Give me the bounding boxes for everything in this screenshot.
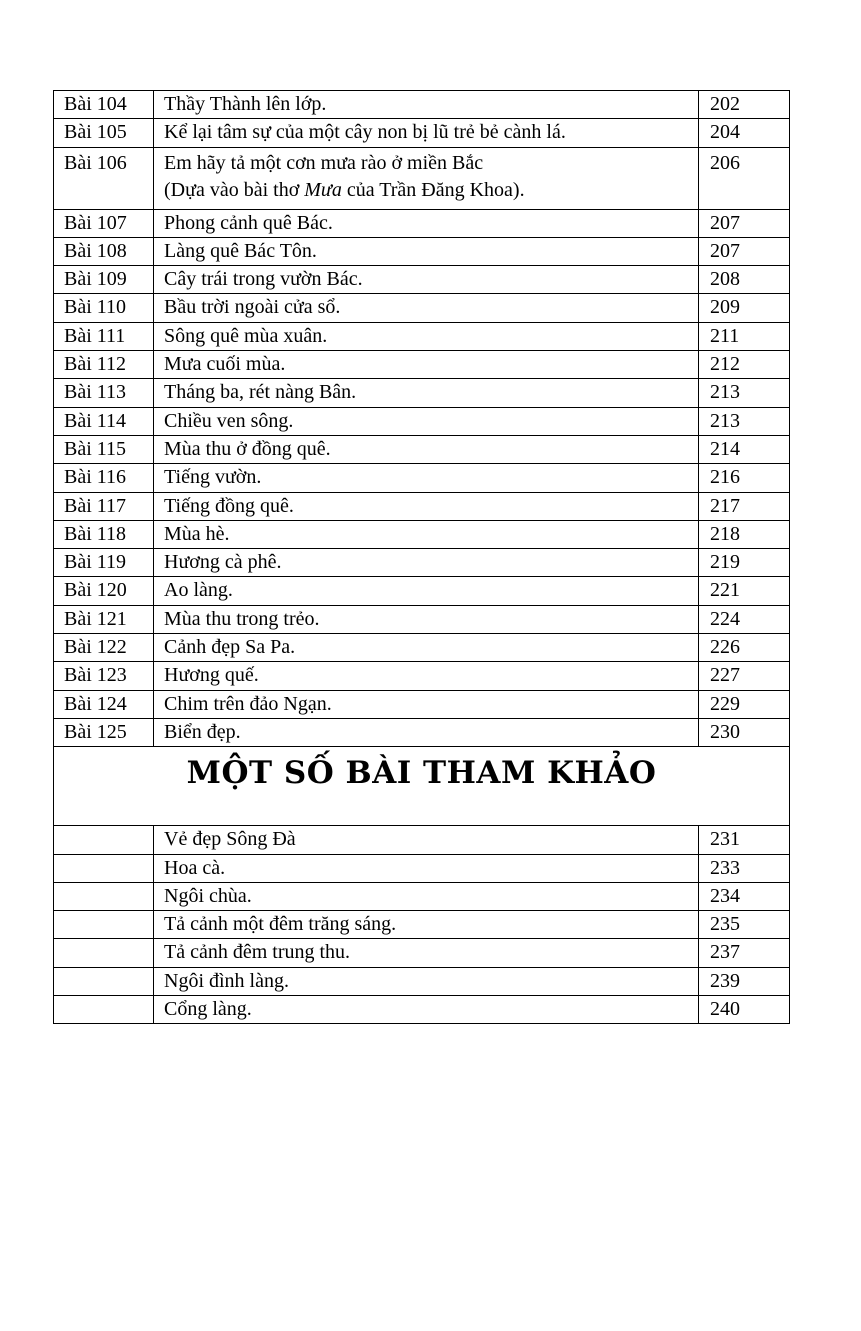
page-number: 209 [699, 294, 790, 322]
lesson-number: Bài 106 [54, 147, 154, 209]
table-row [54, 996, 790, 1024]
table-row [54, 379, 790, 407]
section-heading-row [54, 747, 790, 826]
lesson-number: Bài 123 [54, 662, 154, 690]
lesson-title: Mùa thu trong trẻo. [154, 605, 699, 633]
page-number: 204 [699, 119, 790, 147]
lesson-number [54, 882, 154, 910]
page-number: 207 [699, 237, 790, 265]
page-number: 214 [699, 435, 790, 463]
table-row [54, 718, 790, 746]
lesson-number: Bài 117 [54, 492, 154, 520]
page-number: 221 [699, 577, 790, 605]
table-of-contents [53, 90, 790, 1024]
table-row [54, 91, 790, 119]
lesson-title: Chiều ven sông. [154, 407, 699, 435]
section-heading-cell [54, 747, 790, 826]
lesson-number: Bài 114 [54, 407, 154, 435]
page-number: 208 [699, 266, 790, 294]
table-row [54, 520, 790, 548]
page-number: 212 [699, 351, 790, 379]
table-row [54, 294, 790, 322]
reference-title: Cổng làng. [154, 996, 699, 1024]
table-row [54, 662, 790, 690]
lesson-title: Biển đẹp. [154, 718, 699, 746]
lesson-number [54, 939, 154, 967]
lesson-title [154, 147, 699, 209]
page-number: 216 [699, 464, 790, 492]
lesson-title: Bầu trời ngoài cửa sổ. [154, 294, 699, 322]
page-number: 234 [699, 882, 790, 910]
lesson-number: Bài 112 [54, 351, 154, 379]
page-number: 217 [699, 492, 790, 520]
lesson-title: Cảnh đẹp Sa Pa. [154, 634, 699, 662]
page-number: 235 [699, 911, 790, 939]
table-row [54, 577, 790, 605]
lesson-number [54, 911, 154, 939]
reference-title: Ngôi chùa. [154, 882, 699, 910]
page-number: 219 [699, 549, 790, 577]
page-number: 207 [699, 209, 790, 237]
lesson-title-line2-pre: (Dựa vào bài thơ [164, 178, 305, 201]
lesson-number: Bài 110 [54, 294, 154, 322]
lesson-number [54, 967, 154, 995]
lesson-title: Phong cảnh quê Bác. [154, 209, 699, 237]
lesson-title: Cây trái trong vườn Bác. [154, 266, 699, 294]
table-row [54, 826, 790, 854]
table-row [54, 911, 790, 939]
lesson-title: Mùa thu ở đồng quê. [154, 435, 699, 463]
table-row [54, 237, 790, 265]
page-number: 211 [699, 322, 790, 350]
lesson-number: Bài 116 [54, 464, 154, 492]
page-number: 224 [699, 605, 790, 633]
reference-title: Vẻ đẹp Sông Đà [154, 826, 699, 854]
lesson-number: Bài 120 [54, 577, 154, 605]
table-row [54, 147, 790, 209]
reference-title: Ngôi đình làng. [154, 967, 699, 995]
lesson-title: Mùa hè. [154, 520, 699, 548]
lesson-title-line2-post: của Trần Đăng Khoa). [341, 178, 525, 201]
table-row [54, 549, 790, 577]
table-row [54, 882, 790, 910]
lesson-title: Chim trên đảo Ngạn. [154, 690, 699, 718]
page-number: 213 [699, 379, 790, 407]
section-heading: MỘT SỐ BÀI THAM KHẢO [186, 755, 657, 792]
lesson-title: Mưa cuối mùa. [154, 351, 699, 379]
lesson-number [54, 996, 154, 1024]
lesson-number: Bài 124 [54, 690, 154, 718]
lesson-number: Bài 111 [54, 322, 154, 350]
lesson-number: Bài 125 [54, 718, 154, 746]
lesson-number: Bài 108 [54, 237, 154, 265]
lesson-title: Làng quê Bác Tôn. [154, 237, 699, 265]
lesson-title: Thầy Thành lên lớp. [154, 91, 699, 119]
page-number: 230 [699, 718, 790, 746]
table-row [54, 119, 790, 147]
lesson-number: Bài 115 [54, 435, 154, 463]
lesson-number: Bài 119 [54, 549, 154, 577]
page-number: 227 [699, 662, 790, 690]
table-row [54, 435, 790, 463]
page-number: 202 [699, 91, 790, 119]
lesson-number: Bài 107 [54, 209, 154, 237]
page-number: 239 [699, 967, 790, 995]
table-row [54, 967, 790, 995]
lesson-title: Tiếng đồng quê. [154, 492, 699, 520]
lesson-title: Kể lại tâm sự của một cây non bị lũ trẻ bẻ cành lá. [154, 119, 699, 147]
lesson-title: Sông quê mùa xuân. [154, 322, 699, 350]
reference-title: Tả cảnh đêm trung thu. [154, 939, 699, 967]
lesson-title-line1: Em hãy tả một cơn mưa rào ở miền Bắc [164, 151, 484, 174]
table-row [54, 605, 790, 633]
lesson-number: Bài 105 [54, 119, 154, 147]
table-row [54, 634, 790, 662]
lesson-title: Hương cà phê. [154, 549, 699, 577]
table-row [54, 690, 790, 718]
lesson-number [54, 854, 154, 882]
page-number: 213 [699, 407, 790, 435]
reference-title: Hoa cà. [154, 854, 699, 882]
table-row [54, 492, 790, 520]
lesson-title: Ao làng. [154, 577, 699, 605]
lesson-number: Bài 122 [54, 634, 154, 662]
lesson-title: Hương quế. [154, 662, 699, 690]
table-row [54, 939, 790, 967]
page-number: 237 [699, 939, 790, 967]
table-row [54, 266, 790, 294]
lesson-number: Bài 109 [54, 266, 154, 294]
reference-title: Tả cảnh một đêm trăng sáng. [154, 911, 699, 939]
table-row [54, 322, 790, 350]
table-row [54, 854, 790, 882]
page-number: 231 [699, 826, 790, 854]
lesson-number [54, 826, 154, 854]
lesson-number: Bài 104 [54, 91, 154, 119]
table-row [54, 464, 790, 492]
table-row [54, 351, 790, 379]
page-number: 226 [699, 634, 790, 662]
lesson-number: Bài 118 [54, 520, 154, 548]
lesson-number: Bài 113 [54, 379, 154, 407]
lesson-title-line2 [164, 177, 698, 204]
page-number: 229 [699, 690, 790, 718]
lesson-title: Tiếng vườn. [154, 464, 699, 492]
page-number: 240 [699, 996, 790, 1024]
lesson-title: Tháng ba, rét nàng Bân. [154, 379, 699, 407]
poem-title: Mưa [304, 178, 342, 201]
lesson-number: Bài 121 [54, 605, 154, 633]
page-number: 206 [699, 147, 790, 209]
page-number: 218 [699, 520, 790, 548]
table-row [54, 407, 790, 435]
page-number: 233 [699, 854, 790, 882]
table-row [54, 209, 790, 237]
